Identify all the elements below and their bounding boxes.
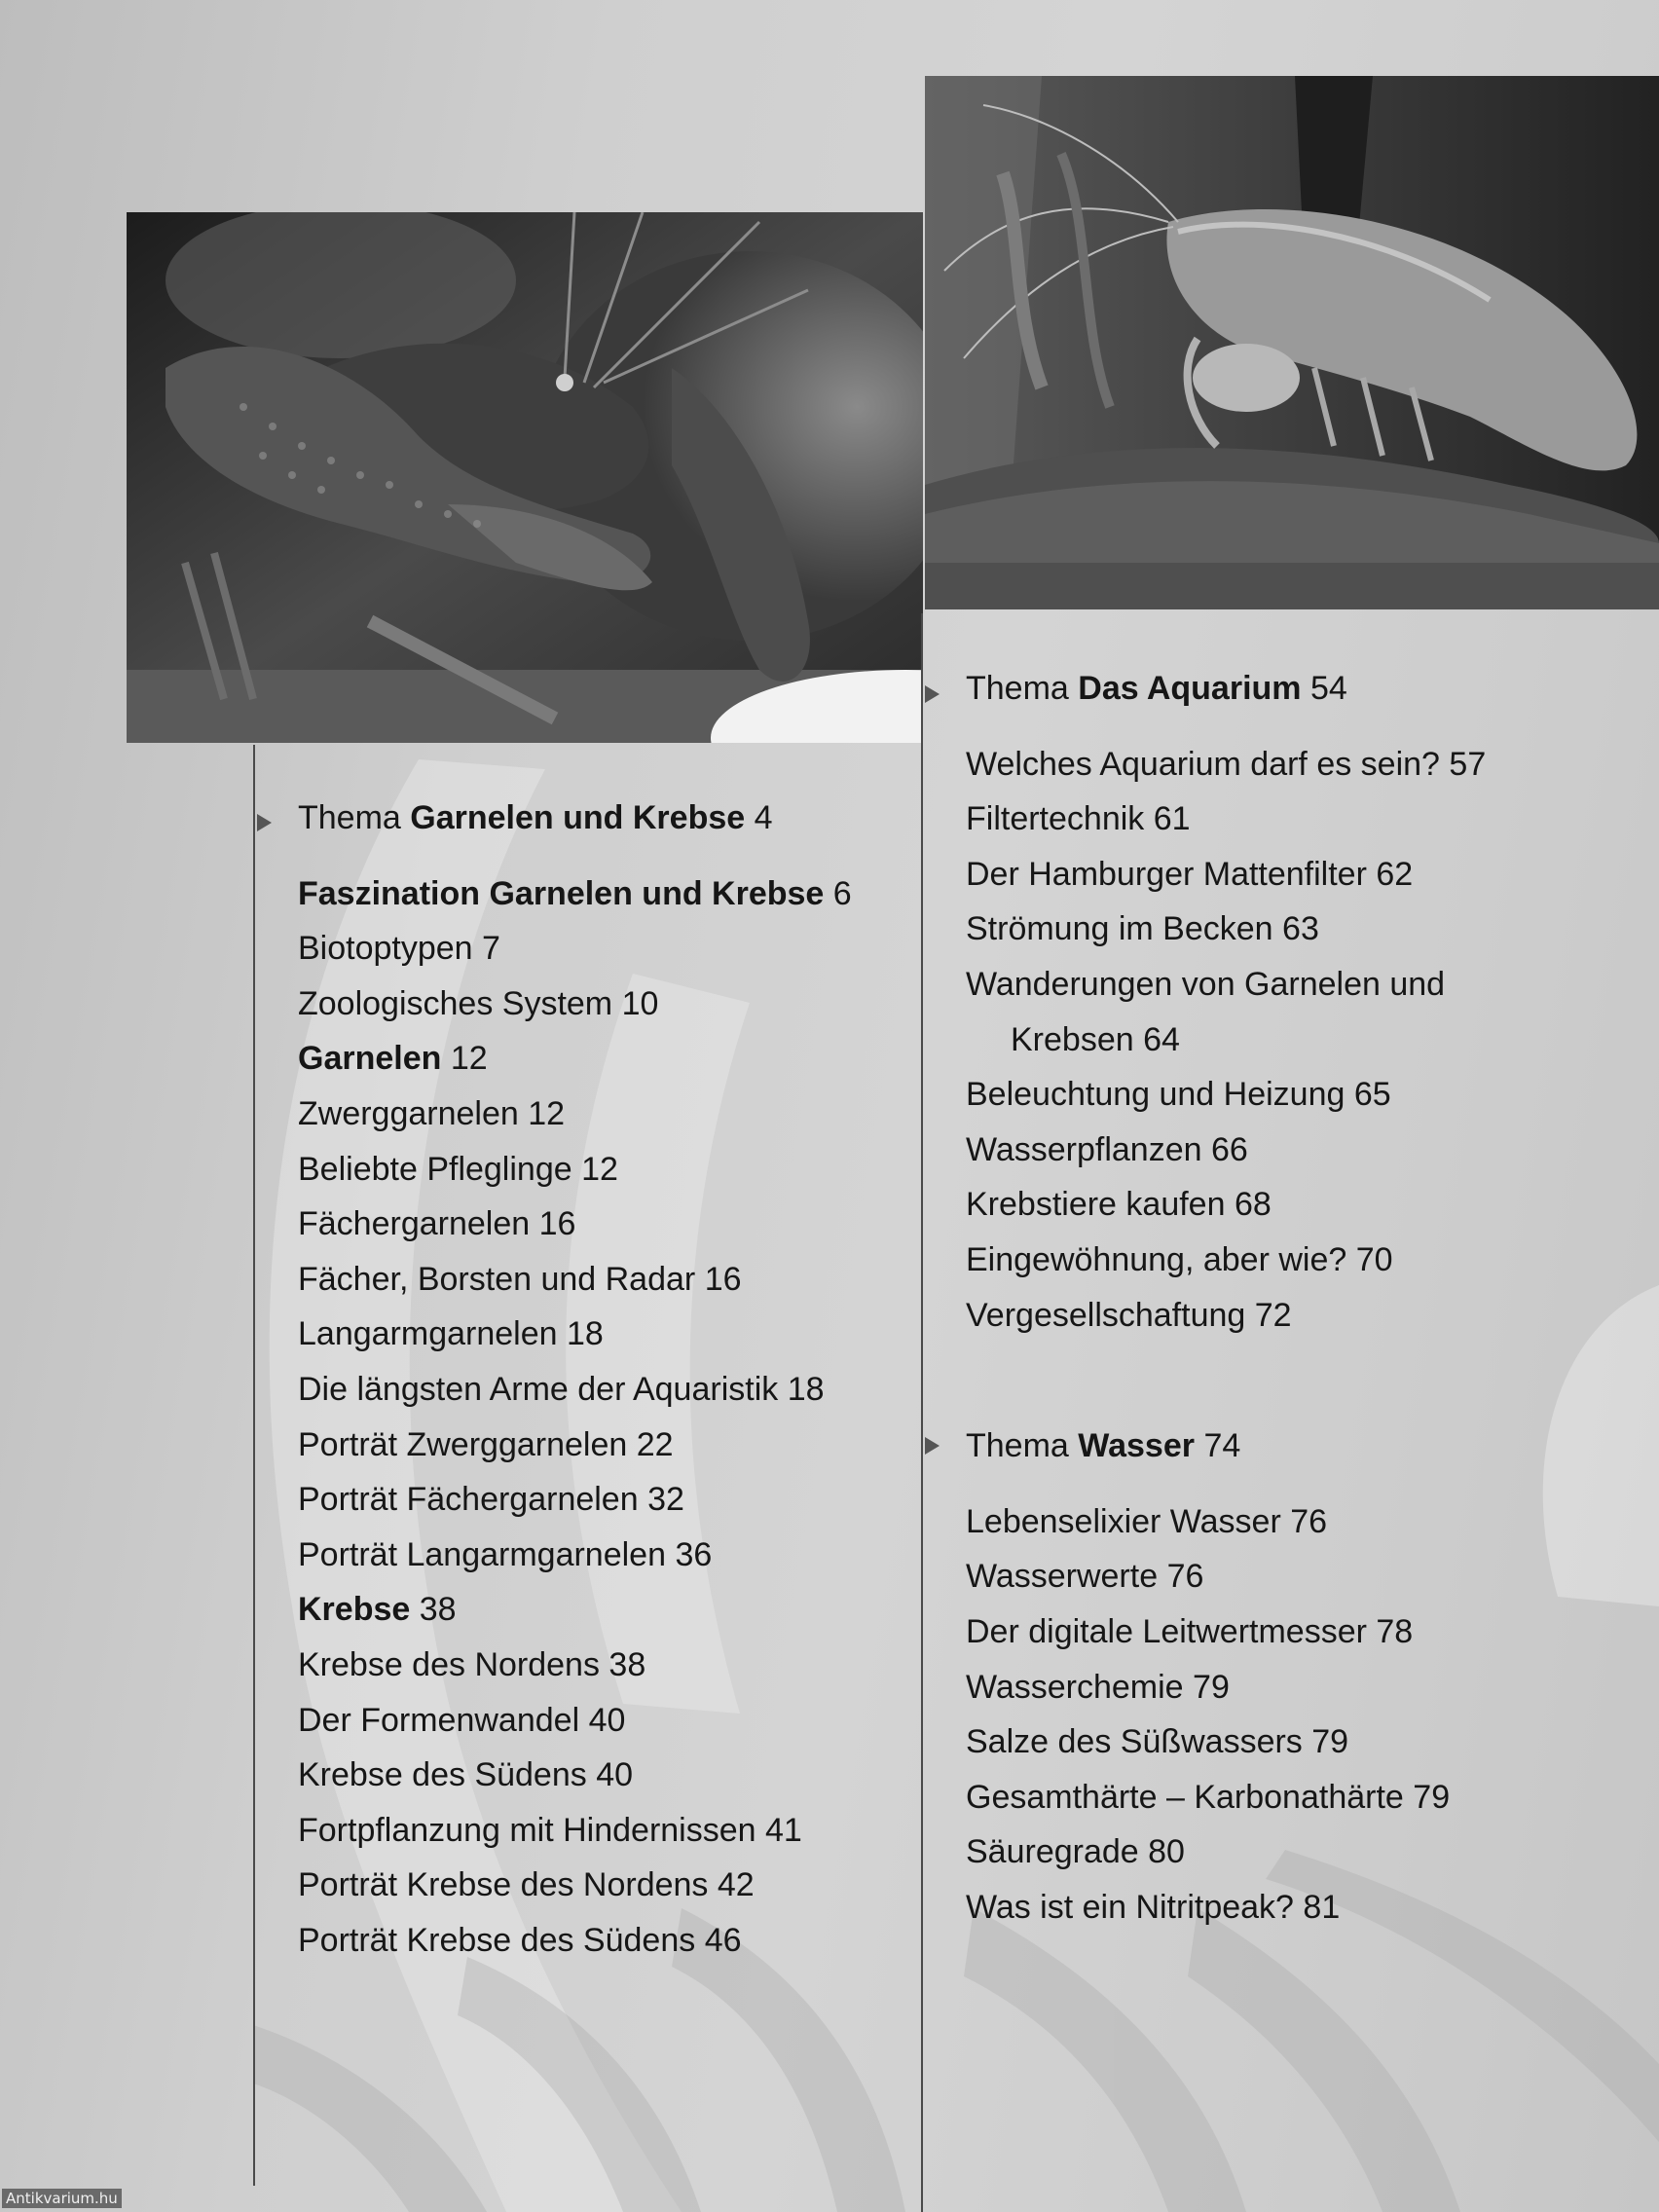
toc-entry bbox=[298, 1087, 852, 1142]
toc-entry-list bbox=[966, 1494, 1486, 1936]
toc-entry-title: Wasserchemie bbox=[966, 1668, 1184, 1706]
crayfish-photo bbox=[127, 212, 923, 743]
section-marker-icon bbox=[257, 814, 272, 831]
toc-entry-page-number: 65 bbox=[1353, 1076, 1391, 1114]
toc-entry-title: Die längsten Arme der Aquaristik bbox=[298, 1370, 779, 1408]
toc-entry-title: Was ist ein Nitritpeak? bbox=[966, 1888, 1294, 1926]
toc-entry-title: Strömung im Becken bbox=[966, 910, 1273, 948]
toc-entry-page-number: 46 bbox=[704, 1921, 742, 1959]
toc-entry-page-number: 22 bbox=[636, 1425, 674, 1463]
toc-entry bbox=[298, 1031, 852, 1087]
toc-entry-page-number: 81 bbox=[1303, 1888, 1341, 1926]
toc-entry bbox=[966, 792, 1486, 847]
heading-page-number: 4 bbox=[754, 799, 773, 836]
toc-entry-title: Porträt Fächergarnelen bbox=[298, 1481, 639, 1519]
toc-entry bbox=[966, 1660, 1486, 1715]
toc-entry-title: Krebse bbox=[298, 1591, 411, 1629]
left-column-rule bbox=[253, 745, 255, 2186]
toc-entry bbox=[966, 1714, 1486, 1770]
heading-page-number: 74 bbox=[1203, 1427, 1241, 1465]
toc-entry-page-number: 42 bbox=[717, 1866, 755, 1904]
toc-entry bbox=[966, 1880, 1486, 1936]
toc-entry-title: Der Formenwandel bbox=[298, 1701, 580, 1739]
toc-entry-title: Wanderungen von Garnelen und bbox=[966, 965, 1446, 1003]
toc-entry-page-number: 16 bbox=[538, 1205, 576, 1243]
toc-entry bbox=[298, 1858, 852, 1913]
toc-entry-page-number: 57 bbox=[1449, 745, 1487, 783]
toc-entry-page-number: 40 bbox=[596, 1756, 634, 1794]
toc-entry bbox=[298, 1197, 852, 1252]
toc-entry-page-number: 76 bbox=[1290, 1502, 1328, 1540]
toc-entry bbox=[298, 1142, 852, 1198]
toc-entry-page-number: 70 bbox=[1355, 1240, 1393, 1278]
toc-entry bbox=[966, 737, 1486, 793]
toc-entry bbox=[966, 1604, 1486, 1660]
toc-entry bbox=[298, 1252, 852, 1308]
toc-entry-title: Der digitale Leitwertmesser bbox=[966, 1612, 1367, 1650]
toc-entry-page-number: 66 bbox=[1210, 1130, 1248, 1168]
toc-entry-page-number: 68 bbox=[1234, 1186, 1272, 1224]
crayfish-illustration bbox=[127, 212, 923, 743]
toc-entry-page-number: 6 bbox=[832, 874, 852, 912]
toc-section-heading bbox=[966, 1419, 1486, 1474]
toc-section-heading bbox=[966, 661, 1486, 717]
toc-entry-title: Krebse des Nordens bbox=[298, 1645, 600, 1683]
toc-entry-page-number: 18 bbox=[787, 1370, 825, 1408]
toc-entry-title: Wasserpflanzen bbox=[966, 1130, 1202, 1168]
toc-entry bbox=[298, 1528, 852, 1583]
toc-entry-page-number: 38 bbox=[419, 1591, 457, 1629]
toc-entry-title: Der Hamburger Mattenfilter bbox=[966, 855, 1367, 893]
toc-entry-page-number: 10 bbox=[621, 984, 659, 1022]
toc-entry-title: Salze des Süßwassers bbox=[966, 1723, 1303, 1761]
toc-entry bbox=[966, 1067, 1486, 1123]
toc-entry-page-number: 12 bbox=[581, 1150, 618, 1188]
toc-entry-page-number: 16 bbox=[704, 1260, 742, 1298]
toc-entry-title: Fortpflanzung mit Hindernissen bbox=[298, 1811, 756, 1849]
toc-entry-page-number: 41 bbox=[765, 1811, 802, 1849]
toc-entry-page-number: 76 bbox=[1166, 1558, 1204, 1596]
heading-title: Wasser bbox=[1078, 1427, 1195, 1465]
toc-entry-title: Lebenselixier Wasser bbox=[966, 1502, 1281, 1540]
toc-entry-title: Krebsen bbox=[1011, 1020, 1134, 1058]
toc-entry bbox=[298, 866, 852, 922]
toc-section-heading bbox=[298, 791, 852, 846]
toc-entry-title: Filtertechnik bbox=[966, 800, 1145, 838]
toc-entry bbox=[298, 1638, 852, 1693]
watermark-label: Antikvarium.hu bbox=[2, 2189, 122, 2208]
toc-entry-page-number: 36 bbox=[675, 1535, 713, 1573]
section-marker-icon bbox=[925, 1437, 940, 1455]
toc-entry-title: Vergesellschaftung bbox=[966, 1296, 1246, 1334]
toc-entry bbox=[966, 957, 1486, 1013]
toc-entry-page-number: 62 bbox=[1376, 855, 1414, 893]
toc-left-column bbox=[298, 791, 852, 1968]
toc-entry-page-number: 64 bbox=[1143, 1020, 1180, 1058]
toc-entry-page-number: 12 bbox=[528, 1094, 566, 1132]
toc-entry-page-number: 79 bbox=[1413, 1778, 1451, 1816]
toc-entry-title: Fächergarnelen bbox=[298, 1205, 531, 1243]
heading-keyword: Thema bbox=[966, 670, 1069, 707]
toc-entry-title: Krebse des Südens bbox=[298, 1756, 587, 1794]
toc-entry bbox=[966, 1013, 1486, 1068]
toc-entry bbox=[298, 1693, 852, 1749]
toc-entry-page-number: 78 bbox=[1376, 1612, 1414, 1650]
toc-entry bbox=[298, 1472, 852, 1528]
toc-entry-title: Biotoptypen bbox=[298, 930, 473, 968]
toc-entry bbox=[966, 1549, 1486, 1604]
toc-entry-title: Beliebte Pfleglinge bbox=[298, 1150, 572, 1188]
toc-entry bbox=[966, 1177, 1486, 1233]
toc-entry-page-number: 12 bbox=[450, 1040, 488, 1078]
right-column-rule bbox=[921, 613, 923, 2212]
toc-entry-title: Zwerggarnelen bbox=[298, 1094, 519, 1132]
toc-entry bbox=[298, 1307, 852, 1362]
toc-entry bbox=[298, 1362, 852, 1418]
shrimp-illustration bbox=[925, 76, 1659, 609]
toc-entry-title: Fächer, Borsten und Radar bbox=[298, 1260, 696, 1298]
toc-entry-page-number: 40 bbox=[588, 1701, 626, 1739]
toc-entry bbox=[298, 1748, 852, 1803]
toc-entry-page-number: 79 bbox=[1193, 1668, 1230, 1706]
toc-entry-page-number: 72 bbox=[1254, 1296, 1292, 1334]
toc-entry-page-number: 79 bbox=[1311, 1723, 1349, 1761]
toc-entry-title: Porträt Krebse des Nordens bbox=[298, 1866, 709, 1904]
toc-entry-title: Porträt Langarmgarnelen bbox=[298, 1535, 667, 1573]
toc-entry-title: Garnelen bbox=[298, 1040, 442, 1078]
heading-page-number: 54 bbox=[1309, 670, 1347, 707]
toc-entry-title: Welches Aquarium darf es sein? bbox=[966, 745, 1440, 783]
toc-entry bbox=[966, 902, 1486, 957]
toc-entry-title: Gesamthärte – Karbonathärte bbox=[966, 1778, 1404, 1816]
heading-keyword: Thema bbox=[966, 1427, 1069, 1465]
toc-entry-title: Eingewöhnung, aber wie? bbox=[966, 1240, 1347, 1278]
toc-entry bbox=[298, 1913, 852, 1969]
toc-entry bbox=[298, 1803, 852, 1859]
toc-entry-title: Krebstiere kaufen bbox=[966, 1186, 1226, 1224]
toc-entry-list bbox=[966, 737, 1486, 1344]
heading-title: Garnelen und Krebse bbox=[410, 799, 746, 836]
toc-entry-title: Porträt Krebse des Südens bbox=[298, 1921, 696, 1959]
toc-entry-page-number: 32 bbox=[647, 1481, 684, 1519]
toc-entry-page-number: 7 bbox=[482, 930, 500, 968]
toc-entry-list bbox=[298, 866, 852, 1969]
toc-entry bbox=[966, 1770, 1486, 1825]
toc-entry-title: Langarmgarnelen bbox=[298, 1315, 558, 1353]
toc-entry bbox=[966, 1288, 1486, 1344]
toc-entry-title: Beleuchtung und Heizung bbox=[966, 1076, 1346, 1114]
toc-entry-page-number: 63 bbox=[1282, 910, 1319, 948]
section-marker-icon bbox=[925, 685, 940, 703]
toc-entry bbox=[298, 1582, 852, 1638]
heading-title: Das Aquarium bbox=[1078, 670, 1302, 707]
toc-entry bbox=[966, 1233, 1486, 1288]
toc-entry bbox=[966, 1123, 1486, 1178]
shrimp-photo bbox=[925, 76, 1659, 609]
toc-entry bbox=[298, 1418, 852, 1473]
toc-entry-page-number: 38 bbox=[608, 1645, 646, 1683]
toc-entry bbox=[966, 847, 1486, 903]
toc-entry bbox=[966, 1825, 1486, 1880]
toc-entry-title: Säuregrade bbox=[966, 1833, 1139, 1871]
toc-entry bbox=[298, 921, 852, 977]
toc-entry bbox=[966, 1494, 1486, 1550]
toc-entry-title: Wasserwerte bbox=[966, 1558, 1159, 1596]
toc-entry-title: Zoologisches System bbox=[298, 984, 613, 1022]
toc-entry-page-number: 80 bbox=[1148, 1833, 1185, 1871]
toc-entry-title: Porträt Zwerggarnelen bbox=[298, 1425, 628, 1463]
toc-entry-page-number: 61 bbox=[1153, 800, 1191, 838]
toc-entry-title: Faszination Garnelen und Krebse bbox=[298, 874, 825, 912]
toc-entry-page-number: 18 bbox=[566, 1315, 604, 1353]
heading-keyword: Thema bbox=[298, 799, 401, 836]
toc-entry bbox=[298, 977, 852, 1032]
toc-right-column bbox=[966, 661, 1486, 1935]
